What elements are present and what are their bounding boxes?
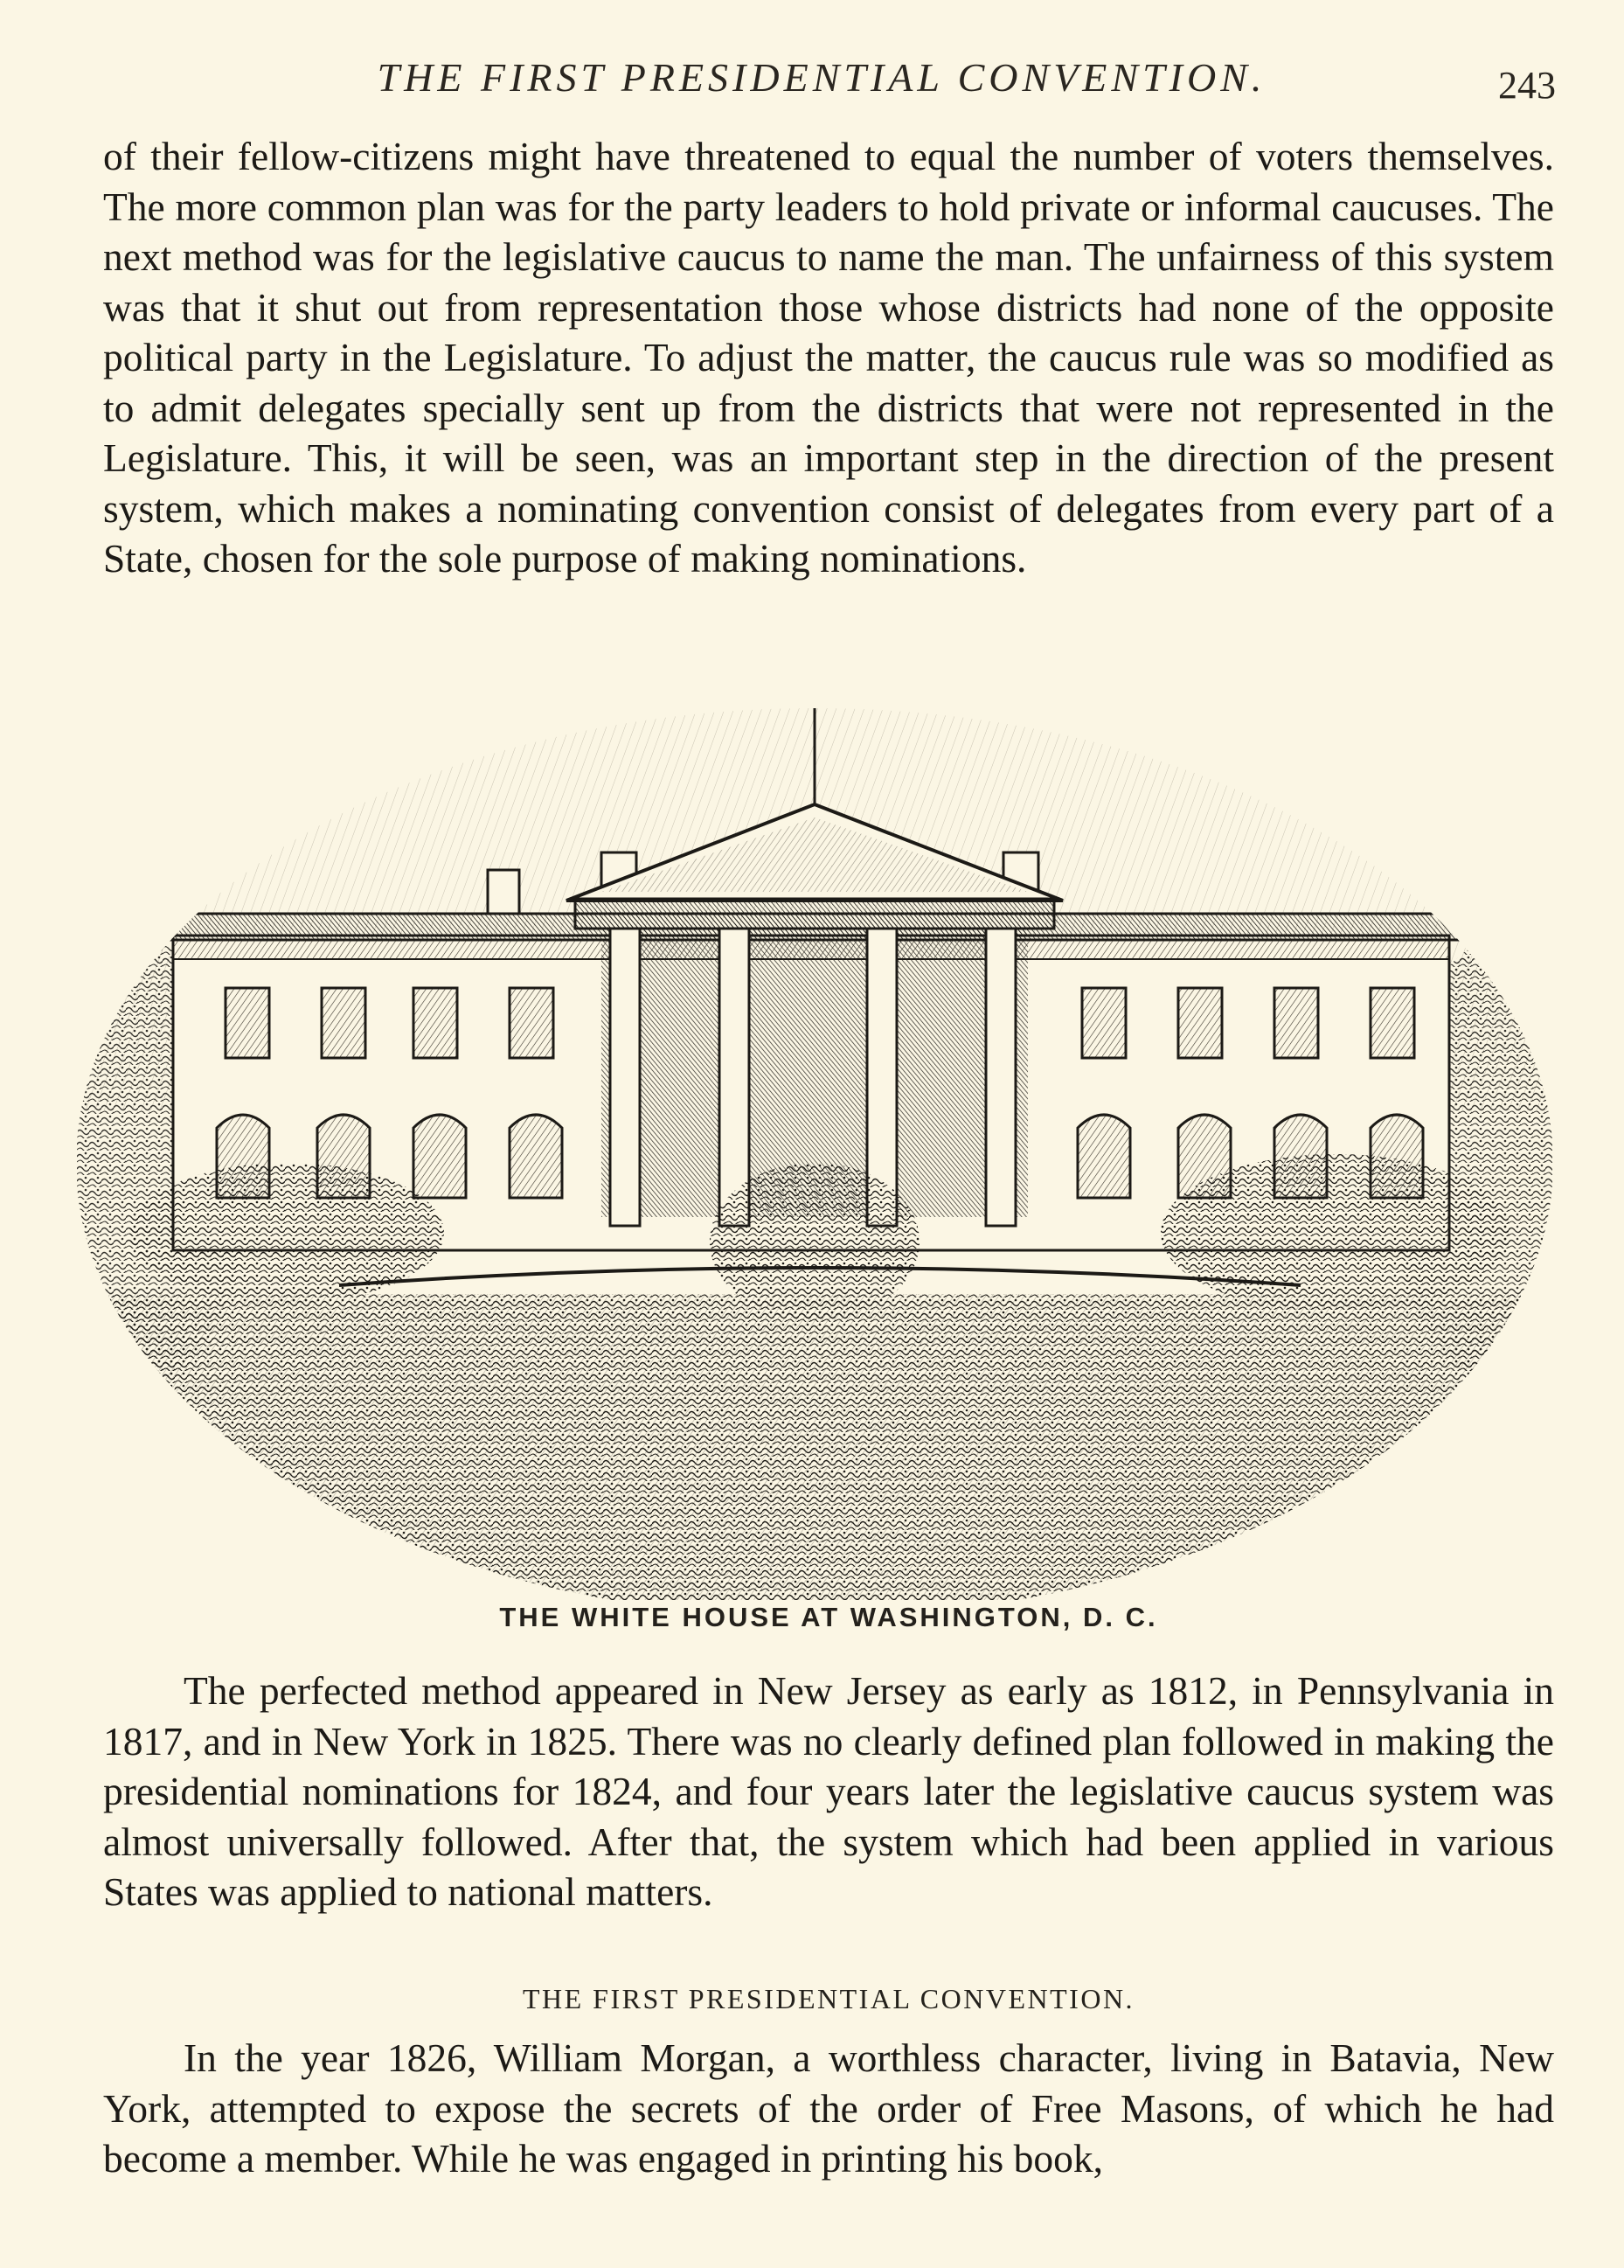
page-number: 243 (1498, 64, 1556, 107)
white-house-illustration (77, 673, 1552, 1600)
running-header: THE FIRST PRESIDENTIAL CONVENTION. (377, 55, 1267, 100)
paragraph-perfected-method: The perfected method appeared in New Jersey as early as 1812, in Pennsylvania in 1817, and in New York in 1825. There was no clearly defined plan followed in making the presidential nominations for 1824, and four years later the legislative caucus system was almost universally followed. After that, the system which had been applied in various States was applied to national matters. (103, 1668, 1554, 1914)
section-heading: THE FIRST PRESIDENTIAL CONVENTION. (522, 1983, 1135, 2014)
illustration-caption: THE WHITE HOUSE AT WASHINGTON, D. C. (499, 1602, 1158, 1632)
paragraph-william-morgan: In the year 1826, William Morgan, a worthless character, living in Batavia, New York, attempted to expose the secrets of the order of Free Masons, of which he had become a member. While he was engaged in printing his book, (103, 2035, 1554, 2181)
paragraph-caucus-system: of their fellow-citizens might have threatened to equal the number of voters themselves. The more common plan was for the party leaders to hold private or informal caucuses. The next method was for the legislative caucus to name the man. The unfairness of this system was that it shut out from representation those whose districts had none of the opposite political party in the Legislature. To adjust the matter, the caucus rule was so modified as to admit delegates specially sent up from the districts that were not represented in the Legislature. This, it will be seen, was an important step in the direction of the present system, which makes a nominating convention consist of delegates from every part of a State, chosen for the sole purpose of making nominations. (103, 134, 1554, 581)
